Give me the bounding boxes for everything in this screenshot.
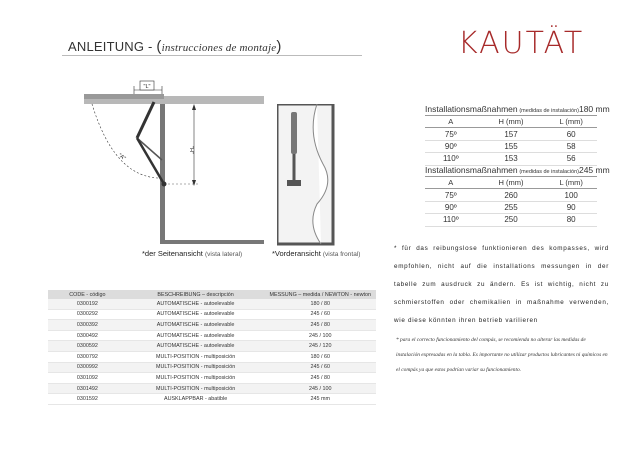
side-view-caption: *der Seitenansicht (vista lateral) xyxy=(142,249,243,258)
product-table-header: CODE - código BESCHREIBUNG – descripción MESSUNG – medida / NEWTON - newton xyxy=(48,290,376,299)
front-view-drawing xyxy=(277,104,347,246)
table-row: 75º 157 60 xyxy=(425,128,597,140)
table-row: 0300392 AUTOMATISCHE - autoelevable 245 / 80 xyxy=(48,320,376,331)
note-german: * für das reibungslose funktionieren des kompasses, wird empfohlen, nicht auf die installations messungen in der tabelle zum ausdruck zu ändern. Es ist wichtig, nicht zu schmierstoffen oder chemikalien in maßnahme verwenden, wie diese könnten ihren betrieb varilieren xyxy=(394,245,609,324)
install-table-245: Installationsmaßnahmen (medidas de instalación)245 mm A H (mm) L (mm) 75º 260 100 90º 255 90 110º 250 80 xyxy=(425,165,610,225)
table-row: 110º 250 80 xyxy=(425,214,597,226)
table-row: 0300992 MULTI-POSITION - multiposición 245 / 60 xyxy=(48,362,376,373)
table-row: 0301092 MULTI-POSITION - multiposición 245 / 80 xyxy=(48,373,376,384)
cabinet-bottom xyxy=(160,240,264,244)
front-view-caption: *Vorderansicht (vista frontal) xyxy=(272,249,361,258)
door-open xyxy=(84,94,164,99)
title-main: ANLEITUNG - xyxy=(68,39,157,54)
install-table-180: Installationsmaßnahmen (medidas de instalación)180 mm A H (mm) L (mm) 75º 157 60 90º 155 58 110º 153 56 xyxy=(425,104,610,164)
title-underline xyxy=(62,55,362,56)
brand-logo: KAUTÄT xyxy=(458,26,585,61)
page-title: ANLEITUNG - (instrucciones de montaje) xyxy=(68,38,282,55)
table-row: 75º 260 100 xyxy=(425,189,597,201)
note-spanish: * para el correcto funcionamiento del compás, se recomienda no alterar las medidas de instalación expresadas en la tabla. Es importante no utilizar productos lubricantes ni químicos en el compás ya que estos podrían variar su funcionamiento. xyxy=(396,337,608,373)
table-row: 0300292 AUTOMATISCHE - autoelevable 245 / 60 xyxy=(48,309,376,320)
dim-l-label: "L" xyxy=(143,84,151,90)
compass-arm-upper xyxy=(137,102,154,138)
side-view-drawing xyxy=(84,80,266,246)
table-row: 0301492 MULTI-POSITION - multiposición 245 / 100 xyxy=(48,383,376,394)
table-row: 0301592 AUSKLAPPBAR - abatible 245 mm xyxy=(48,394,376,405)
compass-cylinder xyxy=(291,112,297,154)
table-header-row: A H (mm) L (mm) xyxy=(425,177,597,189)
dim-a-label: "A" xyxy=(116,152,127,162)
table-row: 0300492 AUTOMATISCHE - autoelevable 245 / 100 xyxy=(48,330,376,341)
compass-arm-lower xyxy=(137,138,164,184)
table-row: 0300192 AUTOMATISCHE - autoelevable 180 / 80 xyxy=(48,299,376,309)
cabinet-panel xyxy=(160,104,165,244)
title-subtitle: instrucciones de montaje xyxy=(161,42,277,54)
product-table xyxy=(48,290,376,405)
table-row: 90º 155 58 xyxy=(425,140,597,152)
dim-h-label: "H" xyxy=(188,146,194,154)
table-row: 0300592 AUTOMATISCHE - autoelevable 245 / 120 xyxy=(48,341,376,352)
table-header-row: A H (mm) L (mm) xyxy=(425,116,597,128)
table-row: 90º 255 90 xyxy=(425,201,597,213)
table-row: 0300792 MULTI-POSITION - multiposición 180 / 60 xyxy=(48,351,376,362)
table-row: 110º 153 56 xyxy=(425,153,597,165)
